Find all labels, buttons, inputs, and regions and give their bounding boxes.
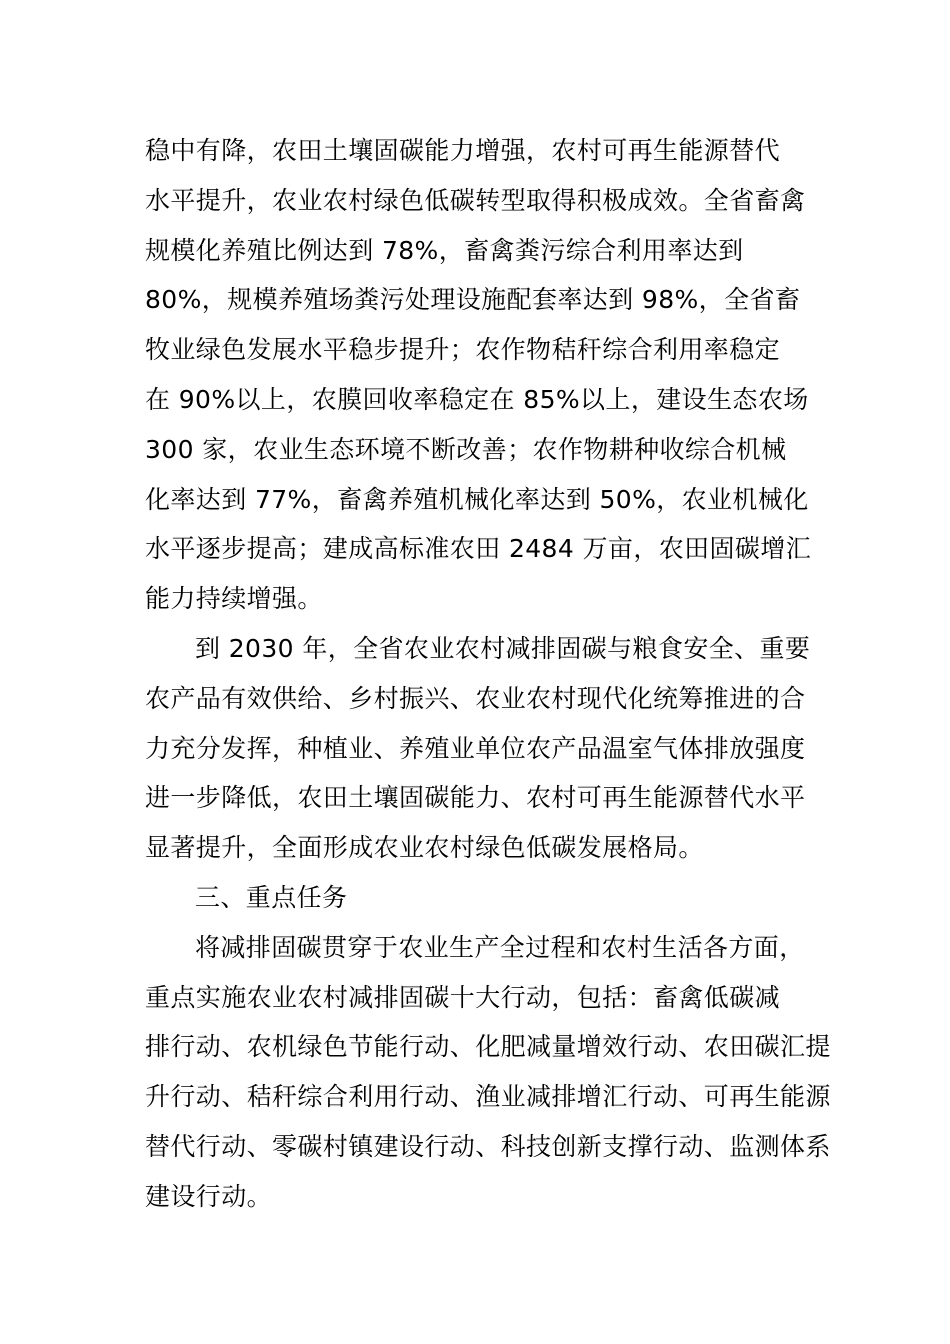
paragraph-line: 80%，规模养殖场粪污处理设施配套率达到 98%，全省畜 [145,285,801,315]
paragraph-line: 水平逐步提高；建成高标准农田 2484 万亩，农田固碳增汇 [145,534,812,564]
paragraph-line: 建设行动。 [145,1181,273,1211]
section-heading: 三、重点任务 [195,882,348,912]
paragraph-line: 排行动、农机绿色节能行动、化肥减量增效行动、农田碳汇提 [145,1032,831,1062]
paragraph-line: 进一步降低，农田土壤固碳能力、农村可再生能源替代水平 [145,783,806,813]
paragraph-line: 在 90%以上，农膜回收率稳定在 85%以上，建设生态农场 [145,384,809,414]
paragraph-line: 重点实施农业农村减排固碳十大行动，包括：畜禽低碳减 [145,982,781,1012]
paragraph-line: 牧业绿色发展水平稳步提升；农作物秸秆综合利用率稳定 [145,335,781,365]
paragraph-line: 升行动、秸秆综合利用行动、渔业减排增汇行动、可再生能源 [145,1082,831,1112]
paragraph-line: 稳中有降，农田土壤固碳能力增强，农村可再生能源替代 [145,136,781,165]
paragraph-line: 农产品有效供给、乡村振兴、农业农村现代化统筹推进的合 [145,683,806,713]
paragraph-line: 力充分发挥，种植业、养殖业单位农产品温室气体排放强度 [145,733,806,763]
document-body [145,126,831,1222]
paragraph-line: 水平提升，农业农村绿色低碳转型取得积极成效。全省畜禽 [145,185,806,215]
paragraph-line: 规模化养殖比例达到 78%，畜禽粪污综合利用率达到 [145,235,744,265]
paragraph-line: 300 家，农业生态环境不断改善；农作物耕种收综合机械 [145,434,787,464]
paragraph-line: 能力持续增强。 [145,584,323,614]
paragraph-line: 到 2030 年，全省农业农村减排固碳与粮食安全、重要 [195,633,811,663]
paragraph-line: 化率达到 77%，畜禽养殖机械化率达到 50%，农业机械化 [145,484,809,514]
paragraph-line: 显著提升，全面形成农业农村绿色低碳发展格局。 [145,833,704,863]
paragraph-line: 将减排固碳贯穿于农业生产全过程和农村生活各方面， [195,932,805,962]
paragraph-line: 替代行动、零碳村镇建设行动、科技创新支撑行动、监测体系 [145,1131,831,1161]
